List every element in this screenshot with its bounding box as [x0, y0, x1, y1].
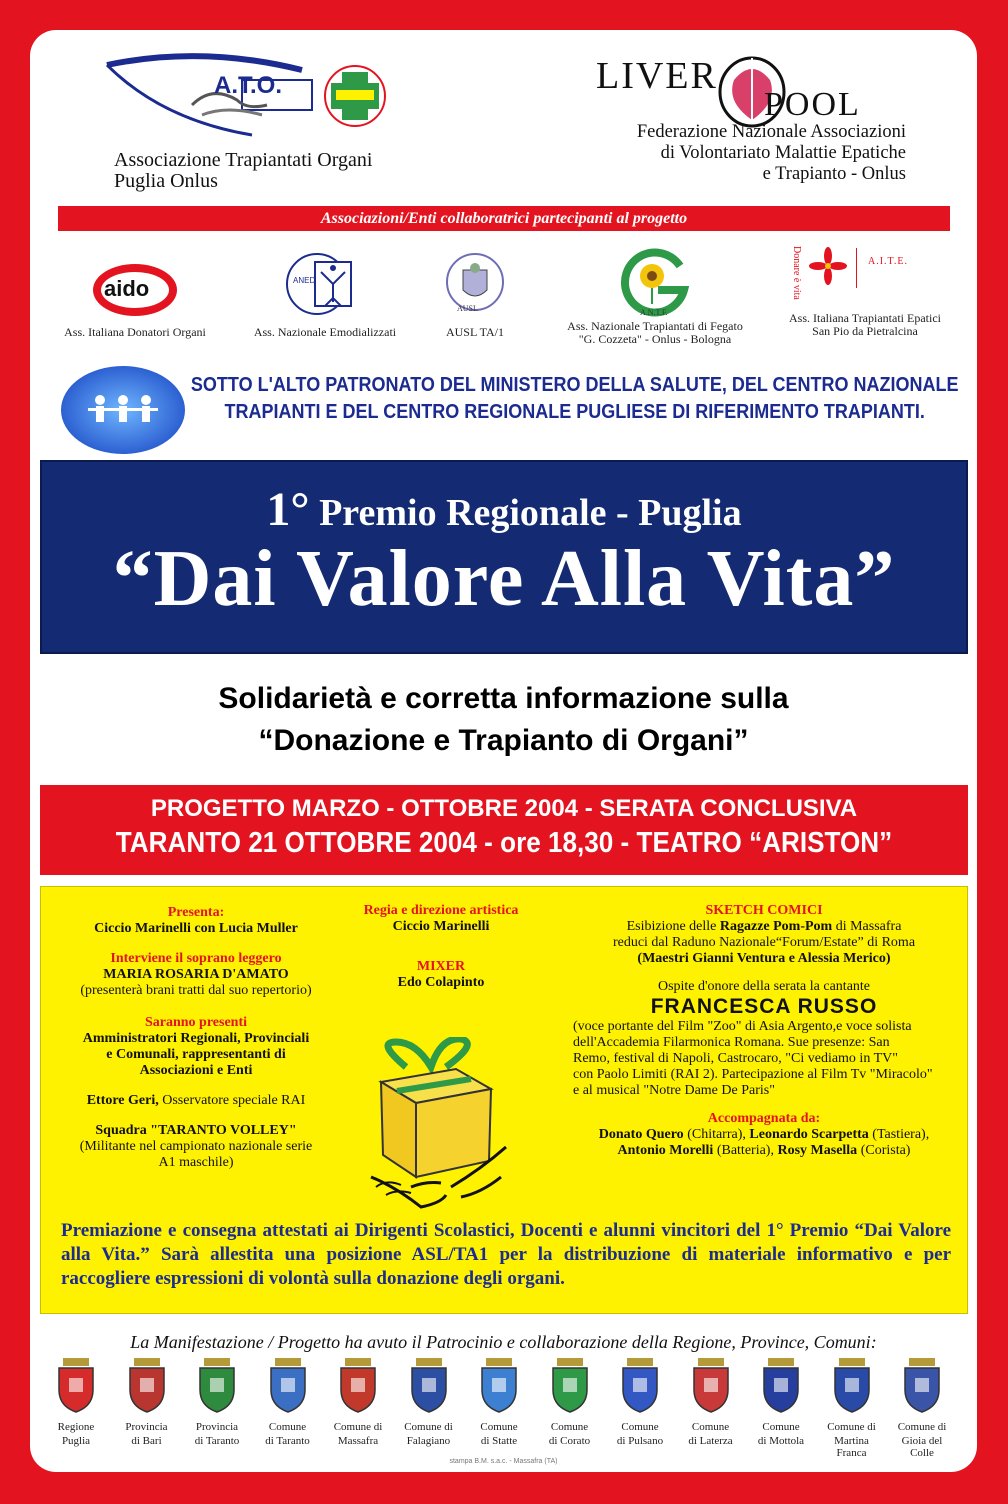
- project-line2: TARANTO 21 OTTOBRE 2004 - ore 18,30 - TEATRO “ARISTON”: [115, 827, 893, 859]
- bio-5: e al musical "Notre Dame De Paris": [573, 1083, 775, 1098]
- presenta-heading: Presenta:: [167, 905, 225, 920]
- soprano-note: (presenterà brani tratti dal suo repertorio): [80, 983, 312, 998]
- program-left: [61, 905, 331, 1171]
- sketch-1b: Ragazze Pom-Pom: [719, 919, 833, 934]
- aned-logo-text: ANED: [293, 276, 316, 285]
- subtitle-line2: “Donazione e Trapianto di Organi”: [258, 724, 749, 757]
- presenti-1: Amministratori Regionali, Provinciali: [82, 1031, 310, 1046]
- crest-item: [467, 1356, 531, 1447]
- federation-text: [530, 122, 906, 185]
- volley-2: (Militante nel campionato nazionale serie: [79, 1139, 313, 1154]
- singer-bio: [569, 1019, 959, 1099]
- ato-name-line1: Associazione Trapiantati Organi: [114, 149, 373, 171]
- crest-label-1: Comune di: [333, 1421, 383, 1433]
- crest-shield-icon: [406, 1356, 452, 1414]
- bio-3: Remo, festival di Napoli, Castrocaro, "Ci vediamo in TV": [573, 1051, 898, 1066]
- title-number: 1°: [266, 483, 310, 536]
- project-line1: PROGETTO MARZO - OTTOBRE 2004 - SERATA CONCLUSIVA: [150, 795, 858, 822]
- partner-label-antf: [550, 320, 760, 346]
- crest-label-2: Massafra: [337, 1435, 379, 1447]
- partner-label-aite: [770, 312, 960, 338]
- regia-heading: Regia e direzione artistica: [363, 903, 519, 918]
- sketch-3a: (Maestri: [637, 951, 693, 966]
- award-text: Premiazione e consegna attestati ai Dirigenti Scolastici, Docenti e alunni vincitori del 1° Premio “Dai Valore alla Vita.” Sarà allestita una posizione ASL/TA1 per la distribuzione di materiale informativo e per raccogliere espressioni di volontà sulla donazione degli organi.: [61, 1220, 951, 1289]
- print-credit: stampa B.M. s.a.c. - Massafra (TA): [449, 1458, 558, 1465]
- crest-shield-icon: [476, 1356, 522, 1414]
- crest-item: [256, 1356, 320, 1447]
- presenta-names: Ciccio Marinelli con Lucia Muller: [94, 921, 298, 936]
- sketch-1: [569, 919, 959, 935]
- acc-heading: Accompagnata da:: [707, 1111, 821, 1126]
- federation-line2: di Volontariato Malattie Epatiche: [660, 143, 906, 163]
- crest-label-1: Provincia: [195, 1421, 239, 1433]
- sketch-3b: Gianni Ventura e Alessia Merico: [692, 951, 886, 966]
- aite-logo-text: A.I.T.E.: [868, 256, 909, 267]
- subtitle-line1: Solidarietà e corretta informazione sulla: [218, 682, 789, 715]
- presenti-2: e Comunali, rappresentanti di: [106, 1047, 286, 1062]
- patronage-text: [190, 372, 960, 426]
- antf-logo-text: A.N.T.F.: [640, 308, 668, 317]
- forum-logo: [320, 58, 390, 138]
- acc-1d: (Tastiera),: [868, 1127, 930, 1142]
- singer-name: FRANCESCA RUSSO: [650, 995, 878, 1018]
- poster: [30, 30, 977, 1472]
- crest-label-1: Comune di: [404, 1421, 453, 1433]
- aite-divider: [856, 248, 857, 288]
- crest-label-1: Comune: [268, 1421, 307, 1433]
- crest-label-2: Gioia del Colle: [901, 1435, 943, 1459]
- crest-label-1: Comune di: [827, 1421, 876, 1433]
- crest-label-2: Martina Franca: [834, 1435, 869, 1459]
- regia-name: Ciccio Marinelli: [392, 919, 490, 934]
- crest-shield-icon: [829, 1356, 875, 1414]
- crest-label-2: di Laterza: [688, 1435, 733, 1447]
- bio-2: dell'Accademia Filarmonica Romana. Sue presenze: San: [573, 1035, 890, 1050]
- liverpool-logo-text-a: LIVER: [596, 55, 718, 97]
- patrocinio-text: La Manifestazione / Progetto ha avuto il Patrocinio e collaborazione della Regione, Province, Comuni:: [130, 1332, 877, 1352]
- crest-label-2: Falagiano: [406, 1435, 451, 1447]
- ausl-logo-text: AUSL: [457, 304, 478, 313]
- crest-item: [185, 1356, 249, 1447]
- crest-shield-icon: [688, 1356, 734, 1414]
- crest-label-1: Regione: [57, 1421, 95, 1433]
- crest-shield-icon: [335, 1356, 381, 1414]
- aite-side-text: Donare è vita: [791, 246, 802, 300]
- federation-line3: e Trapianto - Onlus: [762, 164, 906, 184]
- crest-shield-icon: [617, 1356, 663, 1414]
- crest-item: [749, 1356, 813, 1447]
- acc-line2: [569, 1143, 959, 1159]
- crest-label-2: Puglia: [61, 1435, 91, 1447]
- bio-4: con Paolo Limiti (RAI 2). Partecipazione al Film Tv "Miracolo": [573, 1067, 933, 1082]
- crest-item: [679, 1356, 743, 1447]
- ato-logo: [102, 50, 332, 130]
- poinsettia-icon: [808, 246, 848, 286]
- geri-role: Osservatore speciale RAI: [158, 1093, 306, 1108]
- crest-shield-icon: [547, 1356, 593, 1414]
- crest-label-2: di Taranto: [265, 1435, 310, 1447]
- crest-label-1: Comune: [691, 1421, 730, 1433]
- title-band: [40, 460, 968, 654]
- program-right: [569, 903, 959, 1159]
- crest-label-2: di Statte: [480, 1435, 518, 1447]
- title-main: “Dai Valore Alla Vita”: [112, 535, 896, 623]
- presenti-heading: Saranno presenti: [144, 1015, 248, 1030]
- crest-item: [890, 1356, 954, 1459]
- crest-label-1: Comune: [480, 1421, 518, 1433]
- crest-label-2: di Taranto: [194, 1435, 240, 1447]
- crest-item: [115, 1356, 179, 1447]
- ato-name-line2: Puglia Onlus: [114, 170, 218, 192]
- acc-2b: (Batteria),: [713, 1143, 778, 1158]
- mixer-name: Edo Colapinto: [397, 975, 485, 990]
- crest-shield-icon: [758, 1356, 804, 1414]
- program-middle: [341, 903, 541, 991]
- collab-band: Associazioni/Enti collaboratrici partecipanti al progetto: [58, 206, 950, 231]
- patronage-line2: TRAPIANTI E DEL CENTRO REGIONALE PUGLIESE DI RIFERIMENTO TRAPIANTI.: [224, 401, 925, 423]
- partner-label-antf-2: "G. Cozzeta" - Onlus - Bologna: [578, 332, 732, 346]
- partner-label-aite-1: Ass. Italiana Trapiantati Epatici: [789, 311, 941, 325]
- crest-label-2: di Mottola: [757, 1435, 805, 1447]
- crest-label-1: Comune di: [897, 1421, 947, 1433]
- crest-shield-icon: [194, 1356, 240, 1414]
- soprano-name: MARIA ROSARIA D'AMATO: [103, 967, 289, 982]
- crest-item: [538, 1356, 602, 1447]
- crest-item: [820, 1356, 884, 1459]
- acc-2c: Rosy Masella: [777, 1143, 858, 1158]
- federation-line1: Federazione Nazionale Associazioni: [636, 122, 906, 142]
- sketch-1c: di Massafra: [832, 919, 902, 934]
- presenti-3: Associazioni e Enti: [139, 1063, 253, 1078]
- acc-2d: (Corista): [857, 1143, 911, 1158]
- ausl-logo: [445, 248, 505, 320]
- liverpool-logo-text-b: POOL: [764, 86, 861, 123]
- partner-label-aned: Ass. Nazionale Emodializzati: [253, 325, 397, 339]
- crest-label-1: Comune: [550, 1421, 589, 1433]
- partner-label-aite-2: San Pio da Pietralcina: [812, 324, 918, 338]
- crest-item: [397, 1356, 461, 1447]
- antf-logo: [618, 246, 690, 318]
- crest-label-2: di Corato: [548, 1435, 591, 1447]
- ospite-line: Ospite d'onore della serata la cantante: [657, 979, 871, 994]
- gift-hands-icon: [361, 1037, 511, 1217]
- mixer-heading: MIXER: [416, 959, 466, 974]
- patronage-logo: [58, 364, 188, 456]
- sketch-3: [569, 951, 959, 967]
- program-box: [40, 886, 968, 1314]
- ato-name: [114, 150, 372, 192]
- sketch-heading: SKETCH COMICI: [705, 903, 823, 918]
- partner-label-aido: Ass. Italiana Donatori Organi: [64, 325, 206, 339]
- crest-shield-icon: [265, 1356, 311, 1414]
- geri-name: Ettore Geri,: [86, 1093, 159, 1108]
- crest-label-1: Comune: [621, 1421, 659, 1433]
- acc-line1: [569, 1127, 959, 1143]
- sketch-2: reduci dal Raduno Nazionale“Forum/Estate” di Roma: [612, 935, 916, 950]
- aned-logo: [285, 248, 355, 320]
- ato-logo-text: A.T.O.: [214, 72, 283, 99]
- bio-1: (voce portante del Film "Zoo" di Asia Argento,e voce solista: [573, 1019, 912, 1034]
- partner-label-ausl: AUSL TA/1: [445, 325, 505, 339]
- crest-shield-icon: [124, 1356, 170, 1414]
- geri-line: [61, 1093, 331, 1109]
- sketch-3c: ): [885, 951, 891, 966]
- patronage-line1: SOTTO L'ALTO PATRONATO DEL MINISTERO DELLA SALUTE, DEL CENTRO NAZIONALE: [190, 374, 959, 396]
- crest-label-2: di Pulsano: [616, 1435, 664, 1447]
- acc-1a: Donato Quero: [598, 1127, 684, 1142]
- acc-1b: (Chitarra),: [683, 1127, 750, 1142]
- title-line1: [42, 482, 966, 537]
- aido-logo-text: aido: [104, 276, 150, 301]
- aido-logo: [90, 260, 180, 320]
- crest-item: [608, 1356, 672, 1447]
- crest-label-1: Comune: [762, 1421, 800, 1433]
- project-band: [40, 785, 968, 875]
- volley-1: Squadra "TARANTO VOLLEY": [95, 1123, 297, 1138]
- crest-shield-icon: [53, 1356, 99, 1414]
- crest-label-2: di Bari: [131, 1435, 162, 1447]
- crest-label-1: Provincia: [125, 1421, 168, 1433]
- acc-1c: Leonardo Scarpetta: [749, 1127, 869, 1142]
- acc-2a: Antonio Morelli: [617, 1143, 714, 1158]
- title-premio: Premio Regionale - Puglia: [319, 492, 742, 534]
- crest-shield-icon: [899, 1356, 945, 1414]
- volley-3: A1 maschile): [158, 1155, 234, 1170]
- soprano-heading: Interviene il soprano leggero: [110, 951, 282, 966]
- crest-item: [44, 1356, 108, 1447]
- partner-label-antf-1: Ass. Nazionale Trapiantati di Fegato: [567, 319, 743, 333]
- sketch-1a: Esibizione delle: [626, 919, 720, 934]
- crest-item: [326, 1356, 390, 1447]
